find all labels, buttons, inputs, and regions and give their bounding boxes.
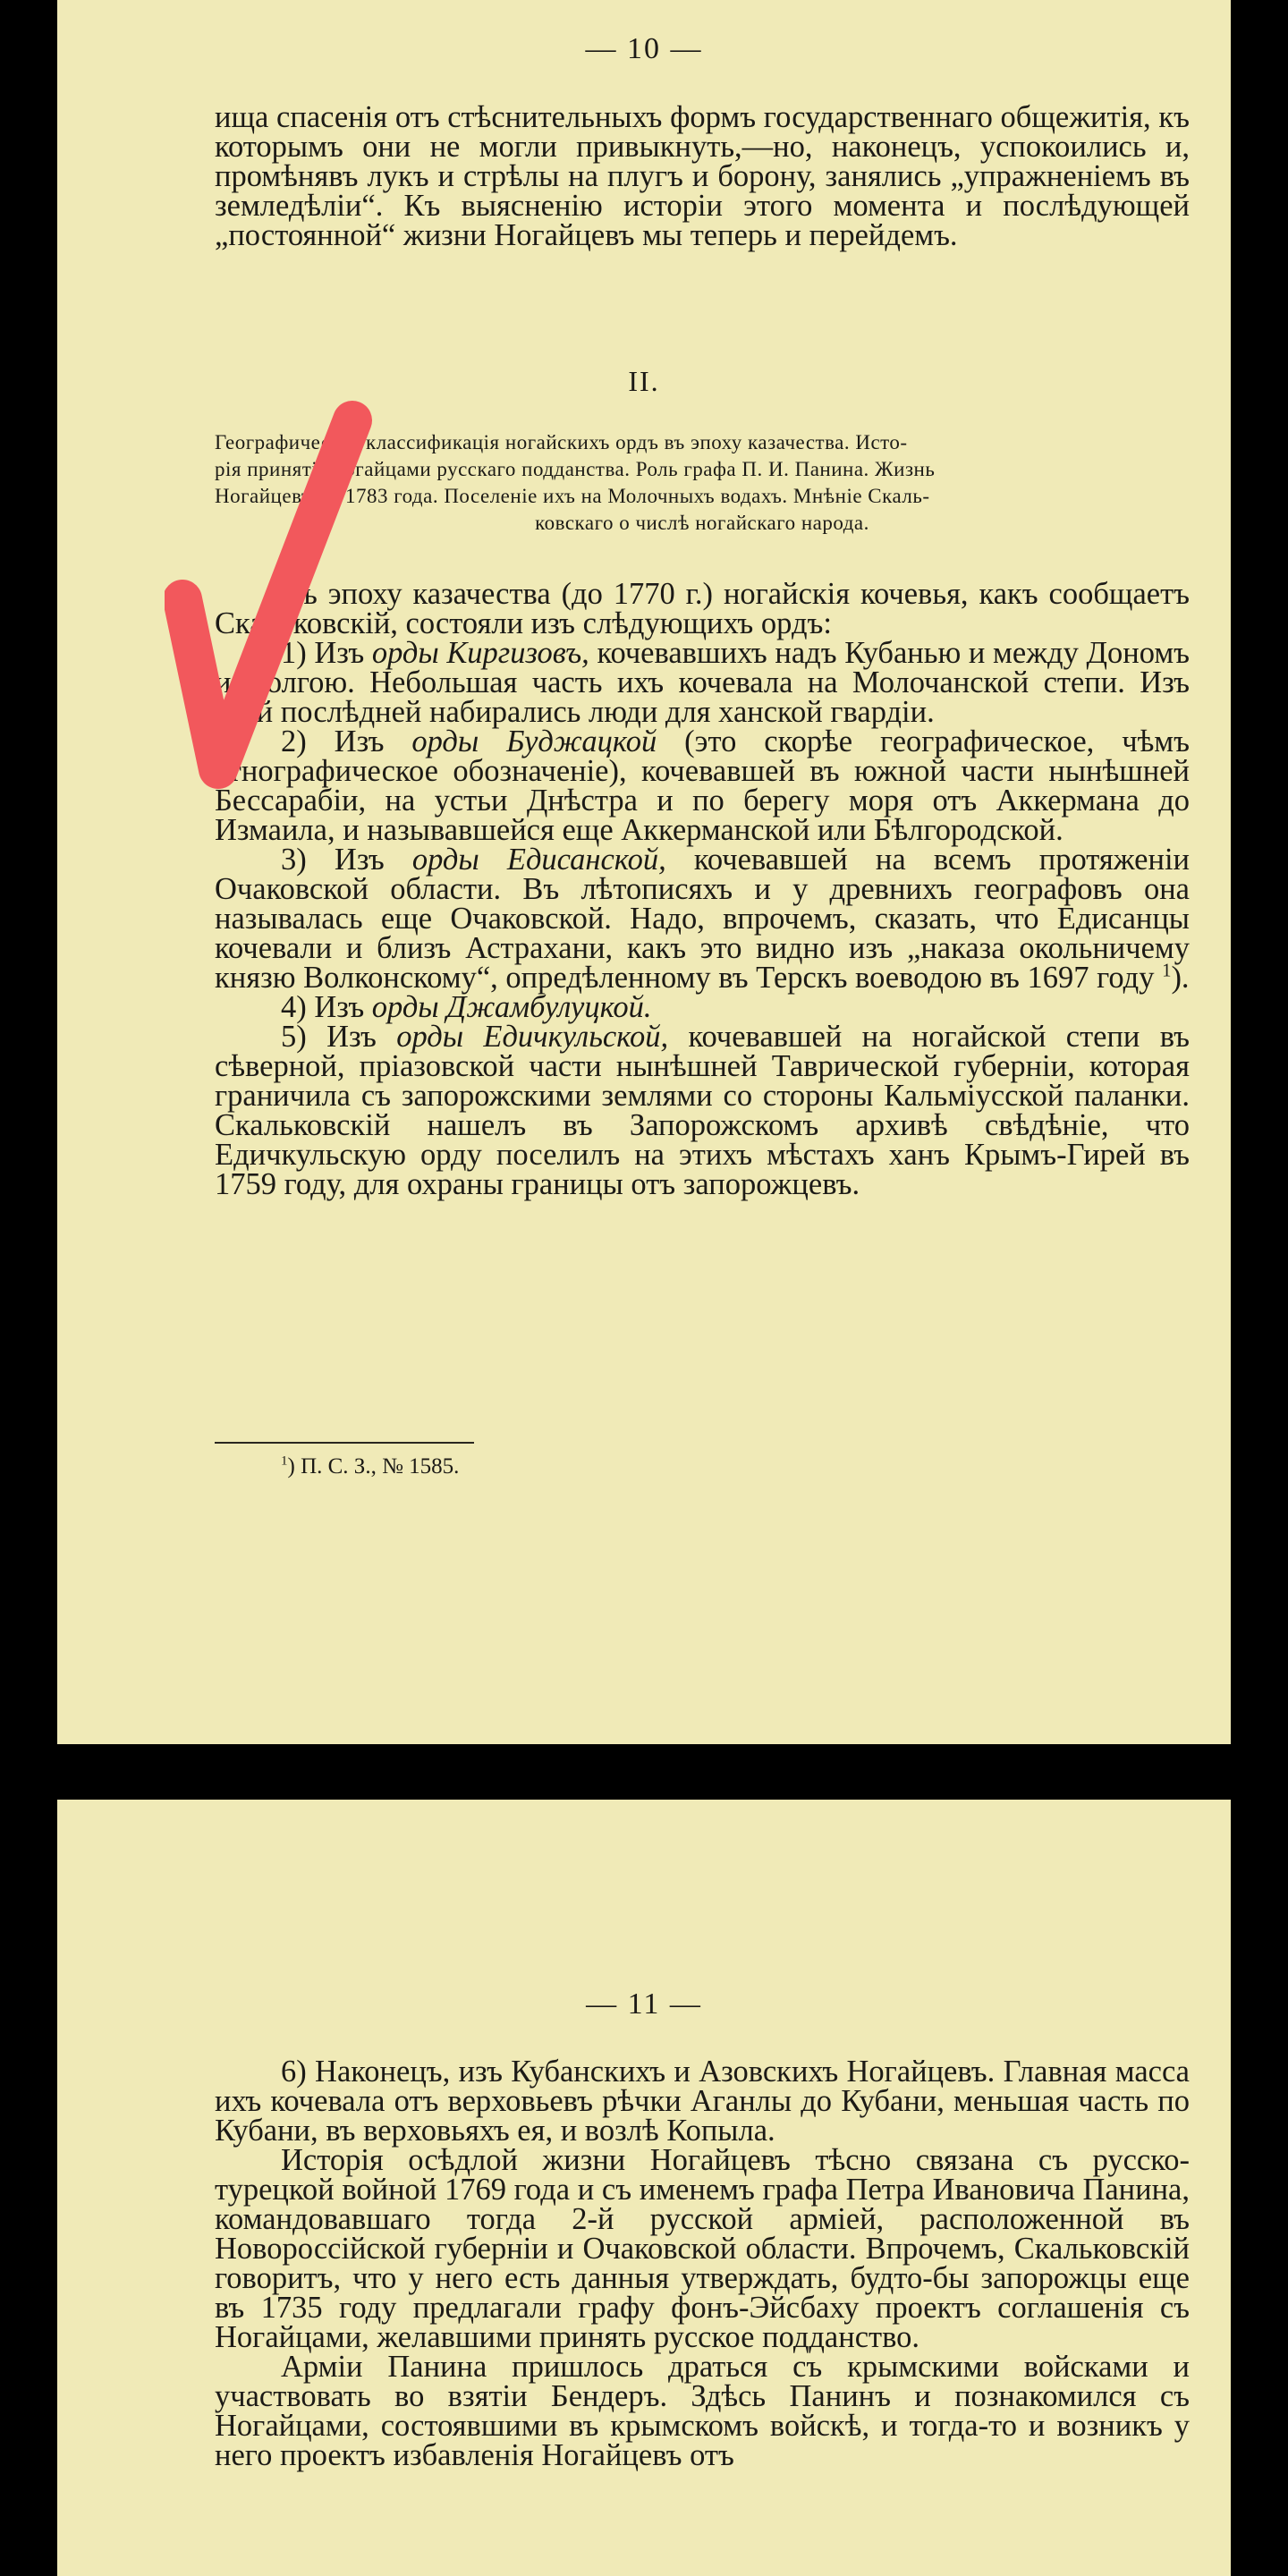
list-item: 4) Изъ орды Джамбулуцкой. — [281, 990, 652, 1024]
summary-line: Географическая классификація ногайскихъ ордъ въ эпоху казачества. Исто- — [215, 431, 908, 453]
footnote-rule — [215, 1442, 474, 1444]
list-item: 3) Изъ орды Едисанской, кочевавшей на всемъ протяженіи Очаковской области. Въ лѣтописяхъ и у древнихъ географовъ она называлась еще Очаковской. Надо, впрочемъ, сказать, что Едисанцы кочевали и близъ Астрахани, какъ это видно изъ „наказа окольничему князю Волконскому“, опредѣленному въ Терскъ воеводою въ 1697 году $^1$). — [215, 843, 1190, 995]
page-10 — [57, 0, 1231, 1744]
summary-line: Ногайцевъ до 1783 года. Поселеніе ихъ на Молочныхъ водахъ. Мнѣніе Скаль- — [215, 485, 930, 507]
list-item: 5) Изъ орды Едичкульской, кочевавшей на ногайской степи въ сѣверной, пріазовской части нынѣшней Таврической губерніи, которая граничила съ запорожскими землями со стороны Кальміусской паланки. Скальковскій нашелъ въ Запорожскомъ архивѣ свѣдѣніе, что Едичкульскую орду поселилъ на этихъ мѣстахъ ханъ Крымъ-Гирей въ 1759 году, для охраны границы отъ запорожцевъ. — [215, 1020, 1190, 1201]
list-item: 2) Изъ орды Буджацкой (это скорѣе географическое, чѣмъ этнографическое обозначеніе), кочевавшей въ южной части нынѣшней Бессарабіи, на устьи Днѣстра и по берегу моря отъ Аккермана до Измаила, и называвшейся еще Аккерманской или Бѣлгородской. — [215, 724, 1190, 847]
page-11 — [57, 1800, 1231, 2576]
section-heading: II. — [628, 365, 660, 397]
footnote: $^1$) П. С. З., № 1585. — [281, 1453, 460, 1479]
paragraph: Исторія осѣдлой жизни Ногайцевъ тѣсно связана съ русско-турецкой войной 1769 года и съ именемъ графа Петра Ивановича Панина, командовавшаго тогда 2-й русской арміей, расположенной въ Новороссійской губерніи и Очаковской области. Впрочемъ, Скальковскій говоритъ, что у него есть данныя утверждать, будто-бы запорожцы еще въ 1735 году предлагали графу фонъ-Эйсбаху проектъ соглашенія съ Ногайцами, желавшими принять русское подданство. — [215, 2143, 1190, 2354]
page-number: — 10 — — [585, 32, 703, 65]
footnote-ref: 1 — [1162, 961, 1172, 981]
top-paragraph: ища спасенія отъ стѣснительныхъ формъ государственнаго общежитія, къ которымъ они не могли привыкнуть,—но, наконецъ, успокоились и, промѣнявъ лукъ и стрѣлы на плугъ и борону, занялись „упражненіемъ въ земледѣліи“. Къ выясненію исторіи этого момента и послѣдующей „постоянной“ жизни Ногайцевъ мы теперь и перейдемъ. — [215, 100, 1190, 252]
summary-line: ковскаго о числѣ ногайскаго народа. — [535, 512, 869, 534]
list-item: 1) Изъ орды Киргизовъ, кочевавшихъ надъ Кубанью и между Дономъ и Волгою. Небольшая часть ихъ кочевала на Молочанской степи. Изъ этой послѣдней набирались люди для ханской гвардіи. — [215, 636, 1190, 729]
checkmark-icon — [165, 394, 397, 823]
paragraph: 6) Наконецъ, изъ Кубанскихъ и Азовскихъ Ногайцевъ. Главная масса ихъ кочевала отъ верховьевъ рѣчки Аганлы до Кубани, меньшая часть по Кубани, въ верховьяхъ ея, и возлѣ Копыла. — [215, 2055, 1190, 2148]
intro-paragraph: Въ эпоху казачества (до 1770 г.) ногайскія кочевья, какъ сообщаетъ Скальковскій, состояли изъ слѣдующихъ ордъ: — [215, 577, 1190, 640]
paragraph: Арміи Панина пришлось драться съ крымскими войсками и участвовать во взятіи Бендеръ. Здѣсь Панинъ и познакомился съ Ногайцами, состоявшими въ крымскомъ войскѣ, и тогда-то и возникъ у него проектъ избавленія Ногайцевъ отъ — [215, 2350, 1190, 2472]
summary-line: рія принятія ногайцами русскаго подданства. Роль графа П. И. Панина. Жизнь — [215, 458, 936, 480]
page-number: — 11 — — [586, 1987, 702, 2021]
page-11-text — [215, 2057, 1190, 2470]
